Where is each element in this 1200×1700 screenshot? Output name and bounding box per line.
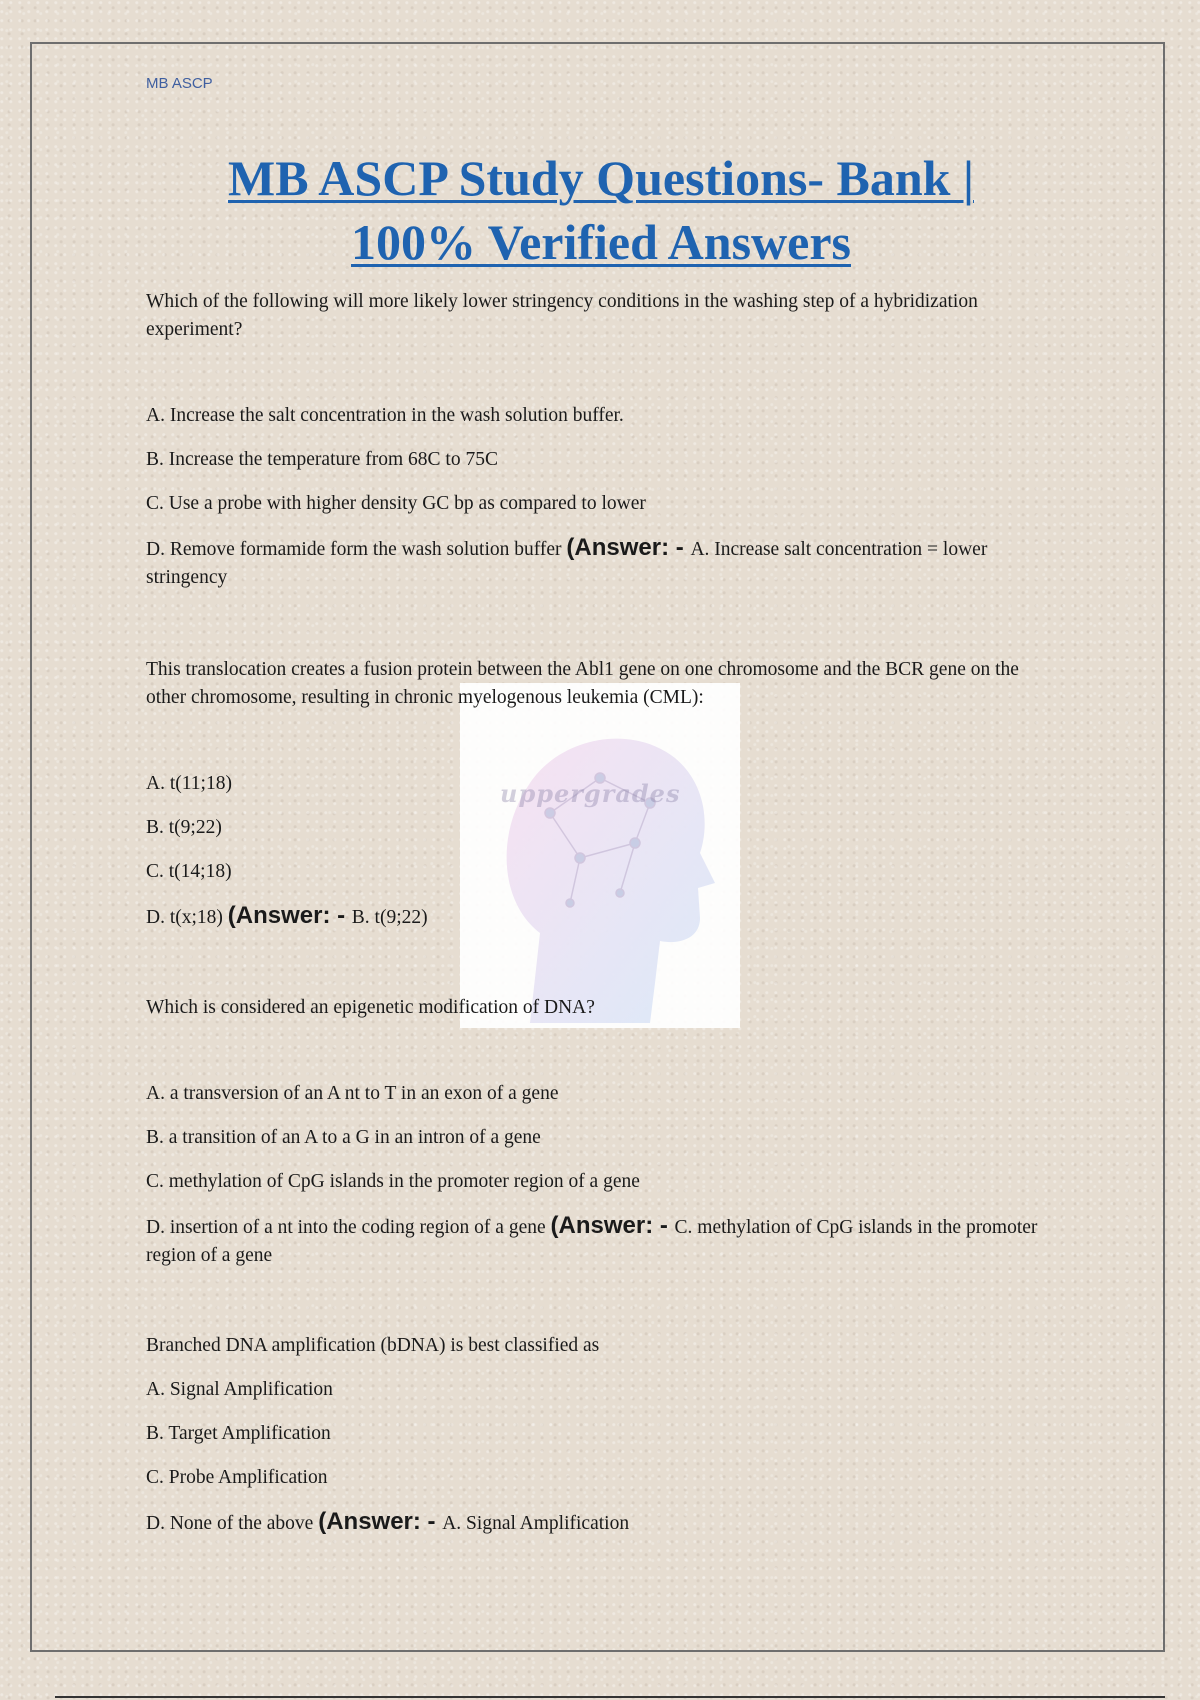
answer-text: A. Increase salt concentration = lower stringency [146, 539, 988, 588]
answer-label: (Answer: - [318, 1508, 443, 1535]
option-d-with-answer [146, 1508, 1046, 1538]
question-stem: Branched DNA amplification (bDNA) is best classified as [146, 1335, 600, 1356]
answer-label: (Answer: - [227, 902, 352, 929]
answer-label: (Answer: - [550, 1212, 675, 1239]
question-block-3 [146, 994, 1046, 1270]
option-a: A. Increase the salt concentration in the wash solution buffer. [146, 405, 624, 426]
answer-text: A. Signal Amplification [442, 1513, 630, 1534]
option-d: D. insertion of a nt into the coding region of a gene [146, 1217, 546, 1238]
option-a: A. t(11;18) [146, 773, 232, 794]
answer-text: C. methylation of CpG islands in the promoter region of a gene [146, 1217, 1038, 1266]
question-stem: Which is considered an epigenetic modification of DNA? [146, 997, 595, 1018]
title-line-1: MB ASCP Study Questions- Bank | [228, 150, 974, 206]
watermark-text: uppergrades [500, 779, 681, 808]
option-b: B. Target Amplification [146, 1423, 331, 1444]
option-d: D. Remove formamide form the wash solution buffer [146, 539, 562, 560]
question-block-4 [146, 1332, 1046, 1538]
option-c: C. t(14;18) [146, 861, 232, 882]
option-b: B. Increase the temperature from 68C to 75C [146, 449, 498, 470]
option-d: D. None of the above [146, 1513, 314, 1534]
question-list [146, 288, 1046, 1538]
option-d-with-answer [146, 534, 1046, 592]
question-block-1 [146, 288, 1046, 592]
option-d-with-answer [146, 1212, 1046, 1270]
option-b: B. a transition of an A to a G in an intron of a gene [146, 1127, 541, 1148]
answer-label: (Answer: - [566, 534, 691, 561]
question-stem: This translocation creates a fusion protein between the Abl1 gene on one chromosome and the BCR gene on the other chromosome, resulting in chronic myelogenous leukemia (CML): [146, 659, 1019, 708]
title-line-2: 100% Verified Answers [351, 214, 851, 270]
option-a: A. Signal Amplification [146, 1379, 333, 1400]
document-title [146, 146, 1056, 274]
question-block-2 [146, 656, 1046, 932]
option-d-with-answer [146, 902, 1046, 932]
option-a: A. a transversion of an A nt to T in an exon of a gene [146, 1083, 559, 1104]
option-b: B. t(9;22) [146, 817, 222, 838]
option-d: D. t(x;18) [146, 907, 223, 928]
option-c: C. Use a probe with higher density GC bp as compared to lower [146, 493, 646, 514]
answer-text: B. t(9;22) [351, 907, 428, 928]
question-stem: Which of the following will more likely lower stringency conditions in the washing step of a hybridization experiment? [146, 291, 978, 340]
option-c: C. methylation of CpG islands in the promoter region of a gene [146, 1171, 640, 1192]
option-c: C. Probe Amplification [146, 1467, 328, 1488]
footer-divider [55, 1696, 1165, 1698]
running-header: MB ASCP [146, 75, 213, 92]
